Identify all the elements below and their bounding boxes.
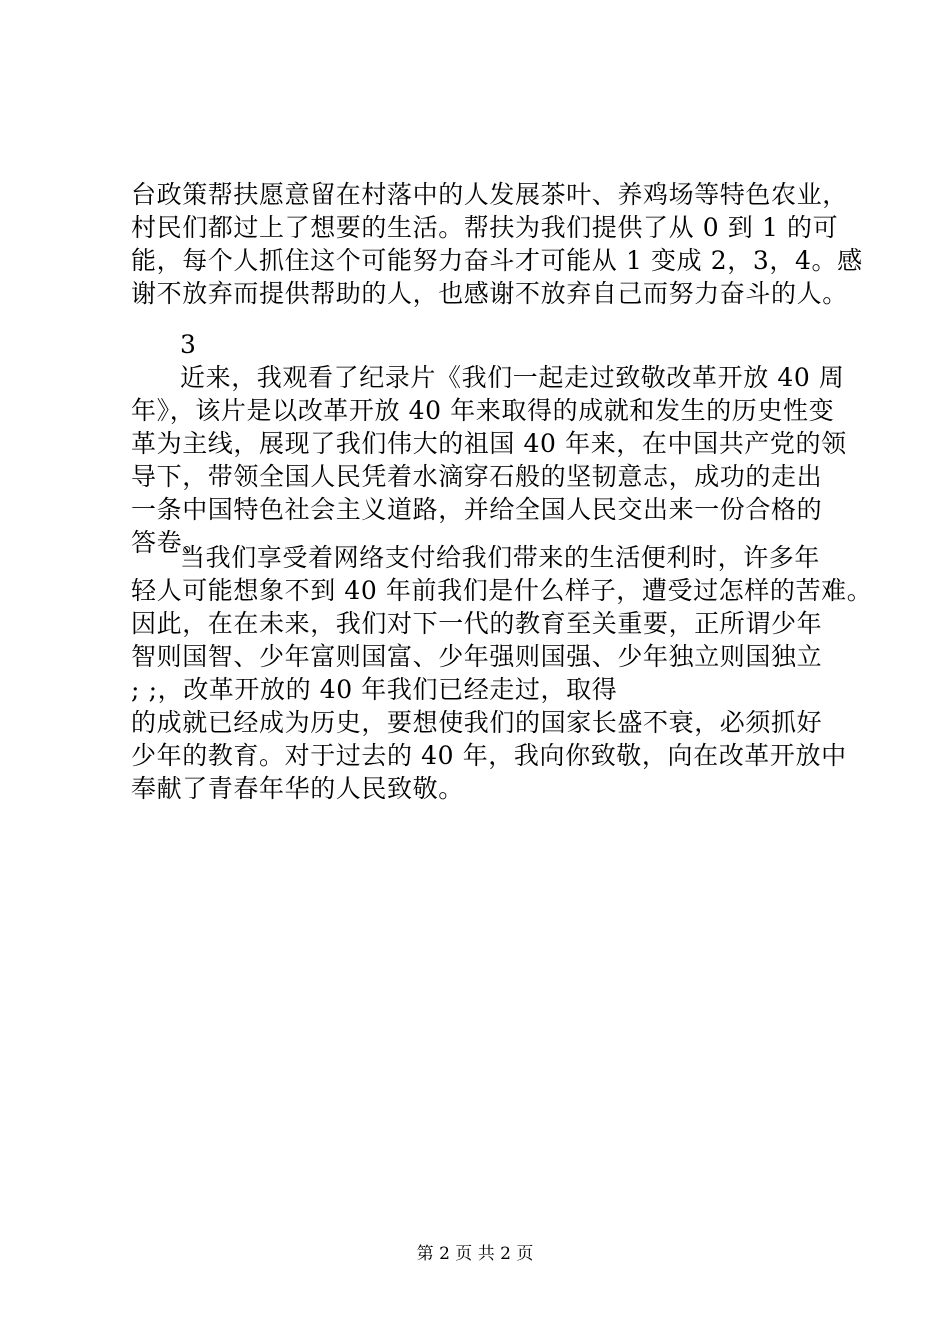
paragraph-line: 近来，我观看了纪录片《我们一起走过致敬改革开放 40 周 <box>180 363 845 392</box>
paragraph-line: 谢不放弃而提供帮助的人，也感谢不放弃自己而努力奋斗的人。 <box>131 279 848 308</box>
paragraph-line: 台政策帮扶愿意留在村落中的人发展茶叶、养鸡场等特色农业， <box>131 180 848 209</box>
paragraph-line: 答卷。 <box>131 528 208 557</box>
paragraph-line: 轻人可能想象不到 40 年前我们是什么样子，遭受过怎样的苦难。 <box>131 576 873 605</box>
paragraph-line: 奉献了青春年华的人民致敬。 <box>131 774 464 803</box>
paragraph-line: 一条中国特色社会主义道路，并给全国人民交出来一份合格的 <box>131 495 823 524</box>
page-footer: 第 2 页 共 2 页 <box>416 1244 534 1264</box>
paragraph-line: 智则国智、少年富则国富、少年强则国强、少年独立则国独立 <box>131 642 823 671</box>
section-number: 3 <box>180 330 197 359</box>
paragraph-line: 因此，在在未来，我们对下一代的教育至关重要，正所谓少年 <box>131 609 823 638</box>
paragraph-line: 村民们都过上了想要的生活。帮扶为我们提供了从 0 到 1 的可 <box>131 213 839 242</box>
paragraph-line: 年》，该片是以改革开放 40 年来取得的成就和发生的历史性变 <box>131 396 835 425</box>
paragraph-line: 少年的教育。对于过去的 40 年，我向你致敬，向在改革开放中 <box>131 741 847 770</box>
paragraph-line: 革为主线，展现了我们伟大的祖国 40 年来，在中国共产党的领 <box>131 429 847 458</box>
paragraph-line: 的成就已经成为历史，要想使我们的国家长盛不衰，必须抓好 <box>131 708 823 737</box>
paragraph-line: ; ;，改革开放的 40 年我们已经走过，取得 <box>131 675 618 704</box>
paragraph-line: 导下，带领全国人民凭着水滴穿石般的坚韧意志，成功的走出 <box>131 462 823 491</box>
paragraph-line: 能，每个人抓住这个可能努力奋斗才可能从 1 变成 2，3，4。感 <box>131 246 863 275</box>
paragraph-line: 当我们享受着网络支付给我们带来的生活便利时，许多年 <box>180 543 821 572</box>
